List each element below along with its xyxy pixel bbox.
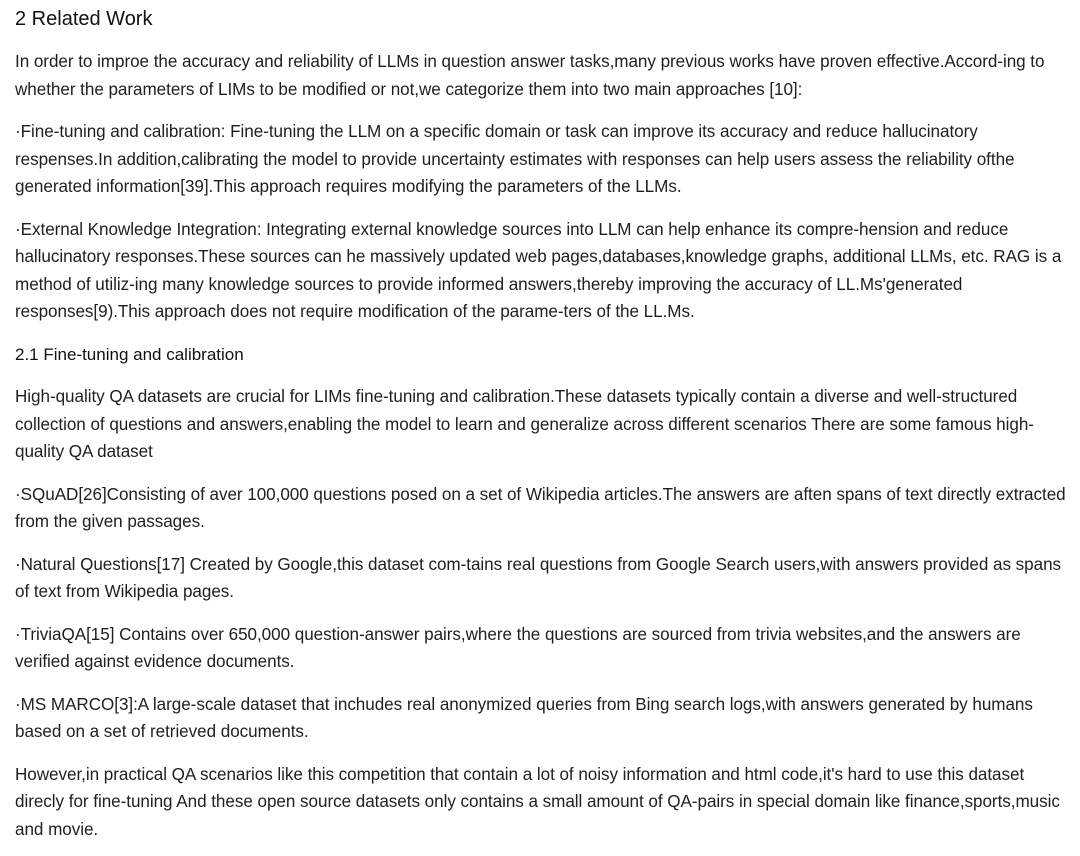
- intro-paragraph: In order to improe the accuracy and reliability of LLMs in question answer tasks,many previous works have proven effective.Accord-ing to whether the parameters of LIMs to be modified or not,we categorize them into two main approaches [10]:: [15, 52, 1045, 99]
- section-heading: 2 Related Work: [15, 8, 153, 30]
- approach-external-knowledge-paragraph: ·External Knowledge Integration: Integrating external knowledge sources into LLM can help enhance its compre-hension and reduce hallucinatory responses.These sources can he massively updated web pages,databases,knowledge graphs, additional LLMs, etc. RAG is a method of utiliz-ing many knowledge sources to provide informed answers,thereby improving the accuracy of LL.Ms'generated responses[9).This approach does not require modification of the parame-ters of the LL.Ms.: [15, 219, 1062, 321]
- approach-fine-tuning-paragraph: ·Fine-tuning and calibration: Fine-tuning the LLM on a specific domain or task can improve its accuracy and reduce hallucinatory respenses.In addition,calibrating the model to provide uncertainty estimates with responses can help users assess the reliability ofthe generated information[39].This approach requires modifying the parameters of the LLMs.: [15, 122, 1015, 196]
- subsection-heading: 2.1 Fine-tuning and calibration: [15, 344, 244, 364]
- dataset-squad-paragraph: ·SQuAD[26]Consisting of aver 100,000 questions posed on a set of Wikipedia articles.The answers are aften spans of text directly extracted from the given passages.: [15, 484, 1066, 531]
- dataset-triviaqa-paragraph: ·TriviaQA[15] Contains over 650,000 question-answer pairs,where the questions are sourced from trivia websites,and the answers are verified against evidence documents.: [15, 624, 1021, 671]
- subsection-intro-paragraph: High-quality QA datasets are crucial for LIMs fine-tuning and calibration.These datasets typically contain a diverse and well-structured collection of questions and answers,enabling the model to learn and generalize across different scenarios There are some famous high-quality QA dataset: [15, 387, 1034, 461]
- conclusion-paragraph: However,in practical QA scenarios like this competition that contain a lot of noisy information and html code,it's hard to use this dataset direcly for fine-tuning And these open source datasets only contains a small amount of QA-pairs in special domain like finance,sports,music and movie.: [15, 764, 1060, 839]
- dataset-ms-marco-paragraph: ·MS MARCO[3]:A large-scale dataset that inchudes real anonymized queries from Bing search logs,with answers generated by humans based on a set of retrieved documents.: [15, 694, 1033, 741]
- dataset-natural-questions-paragraph: ·Natural Questions[17] Created by Google,this dataset com-tains real questions from Google Search users,with answers provided as spans of text from Wikipedia pages.: [15, 554, 1062, 601]
